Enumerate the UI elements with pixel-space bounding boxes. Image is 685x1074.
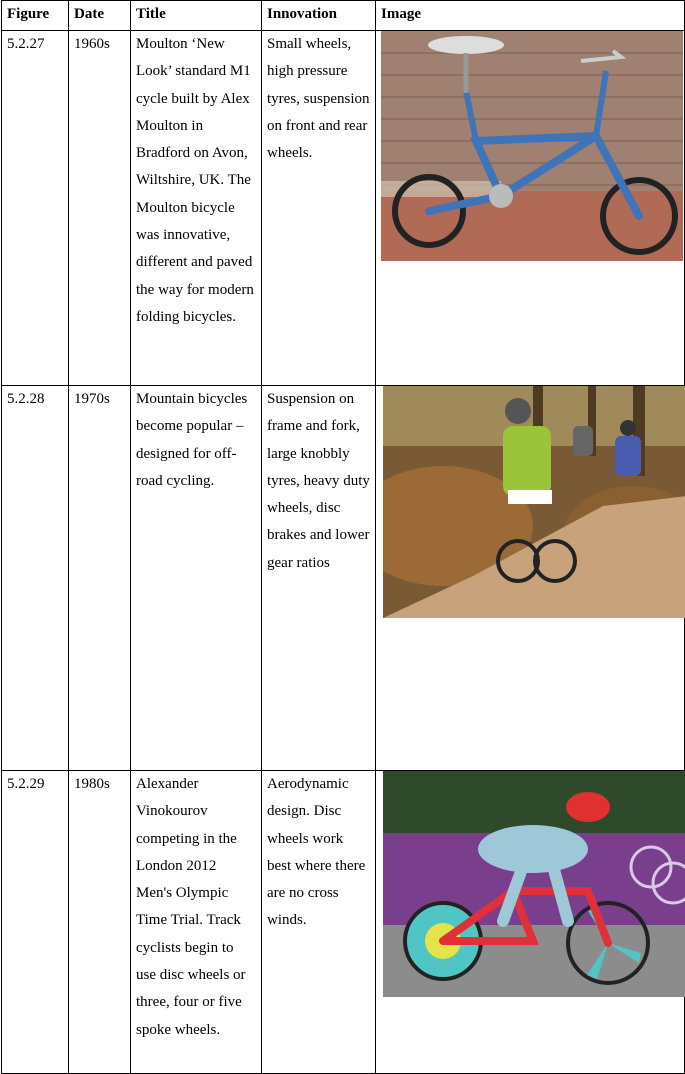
helmet [505, 398, 531, 424]
innovation-cell: Aerodynamic design. Disc wheels work best where there are no cross winds. [262, 771, 376, 1074]
header-date: Date [69, 1, 131, 31]
date-cell: 1970s [69, 386, 131, 771]
mountain-bike-race-photo [383, 386, 685, 618]
rider-jersey [503, 426, 551, 496]
image-cell [376, 31, 685, 386]
figure-cell: 5.2.29 [2, 771, 69, 1074]
figure-cell: 5.2.27 [2, 31, 69, 386]
innovation-cell: Suspension on frame and fork, large knobbly tyres, heavy duty wheels, disc brakes and lower gear ratios [262, 386, 376, 771]
header-innovation: Innovation [262, 1, 376, 31]
image-cell [376, 771, 685, 1074]
innovation-table [1, 0, 685, 1074]
folding-bicycle-photo [381, 31, 683, 261]
title-cell: Mountain bicycles become popular – designed for off-road cycling. [131, 386, 262, 771]
saddle [428, 36, 504, 54]
innovation-cell: Small wheels, high pressure tyres, suspension on front and rear wheels. [262, 31, 376, 386]
table-row [2, 31, 685, 386]
date-cell: 1980s [69, 771, 131, 1074]
header-figure: Figure [2, 1, 69, 31]
table-row [2, 386, 685, 771]
aero-helmet [566, 792, 610, 822]
title-cell: Alexander Vinokourov competing in the London 2012 Men's Olympic Time Trial. Track cyclists begin to use disc wheels or three, four or five spoke wheels. [131, 771, 262, 1074]
header-image: Image [376, 1, 685, 31]
table-row [2, 771, 685, 1074]
time-trial-cyclist-photo [383, 771, 685, 997]
skinsuit [478, 825, 588, 873]
date-cell: 1960s [69, 31, 131, 386]
image-cell [376, 386, 685, 771]
header-title: Title [131, 1, 262, 31]
figure-cell: 5.2.28 [2, 386, 69, 771]
title-cell: Moulton ‘New Look’ standard M1 cycle built by Alex Moulton in Bradford on Avon, Wiltshire, UK. The Moulton bicycle was innovative, different and paved the way for modern folding bicycles. [131, 31, 262, 386]
table-header-row [2, 1, 685, 31]
